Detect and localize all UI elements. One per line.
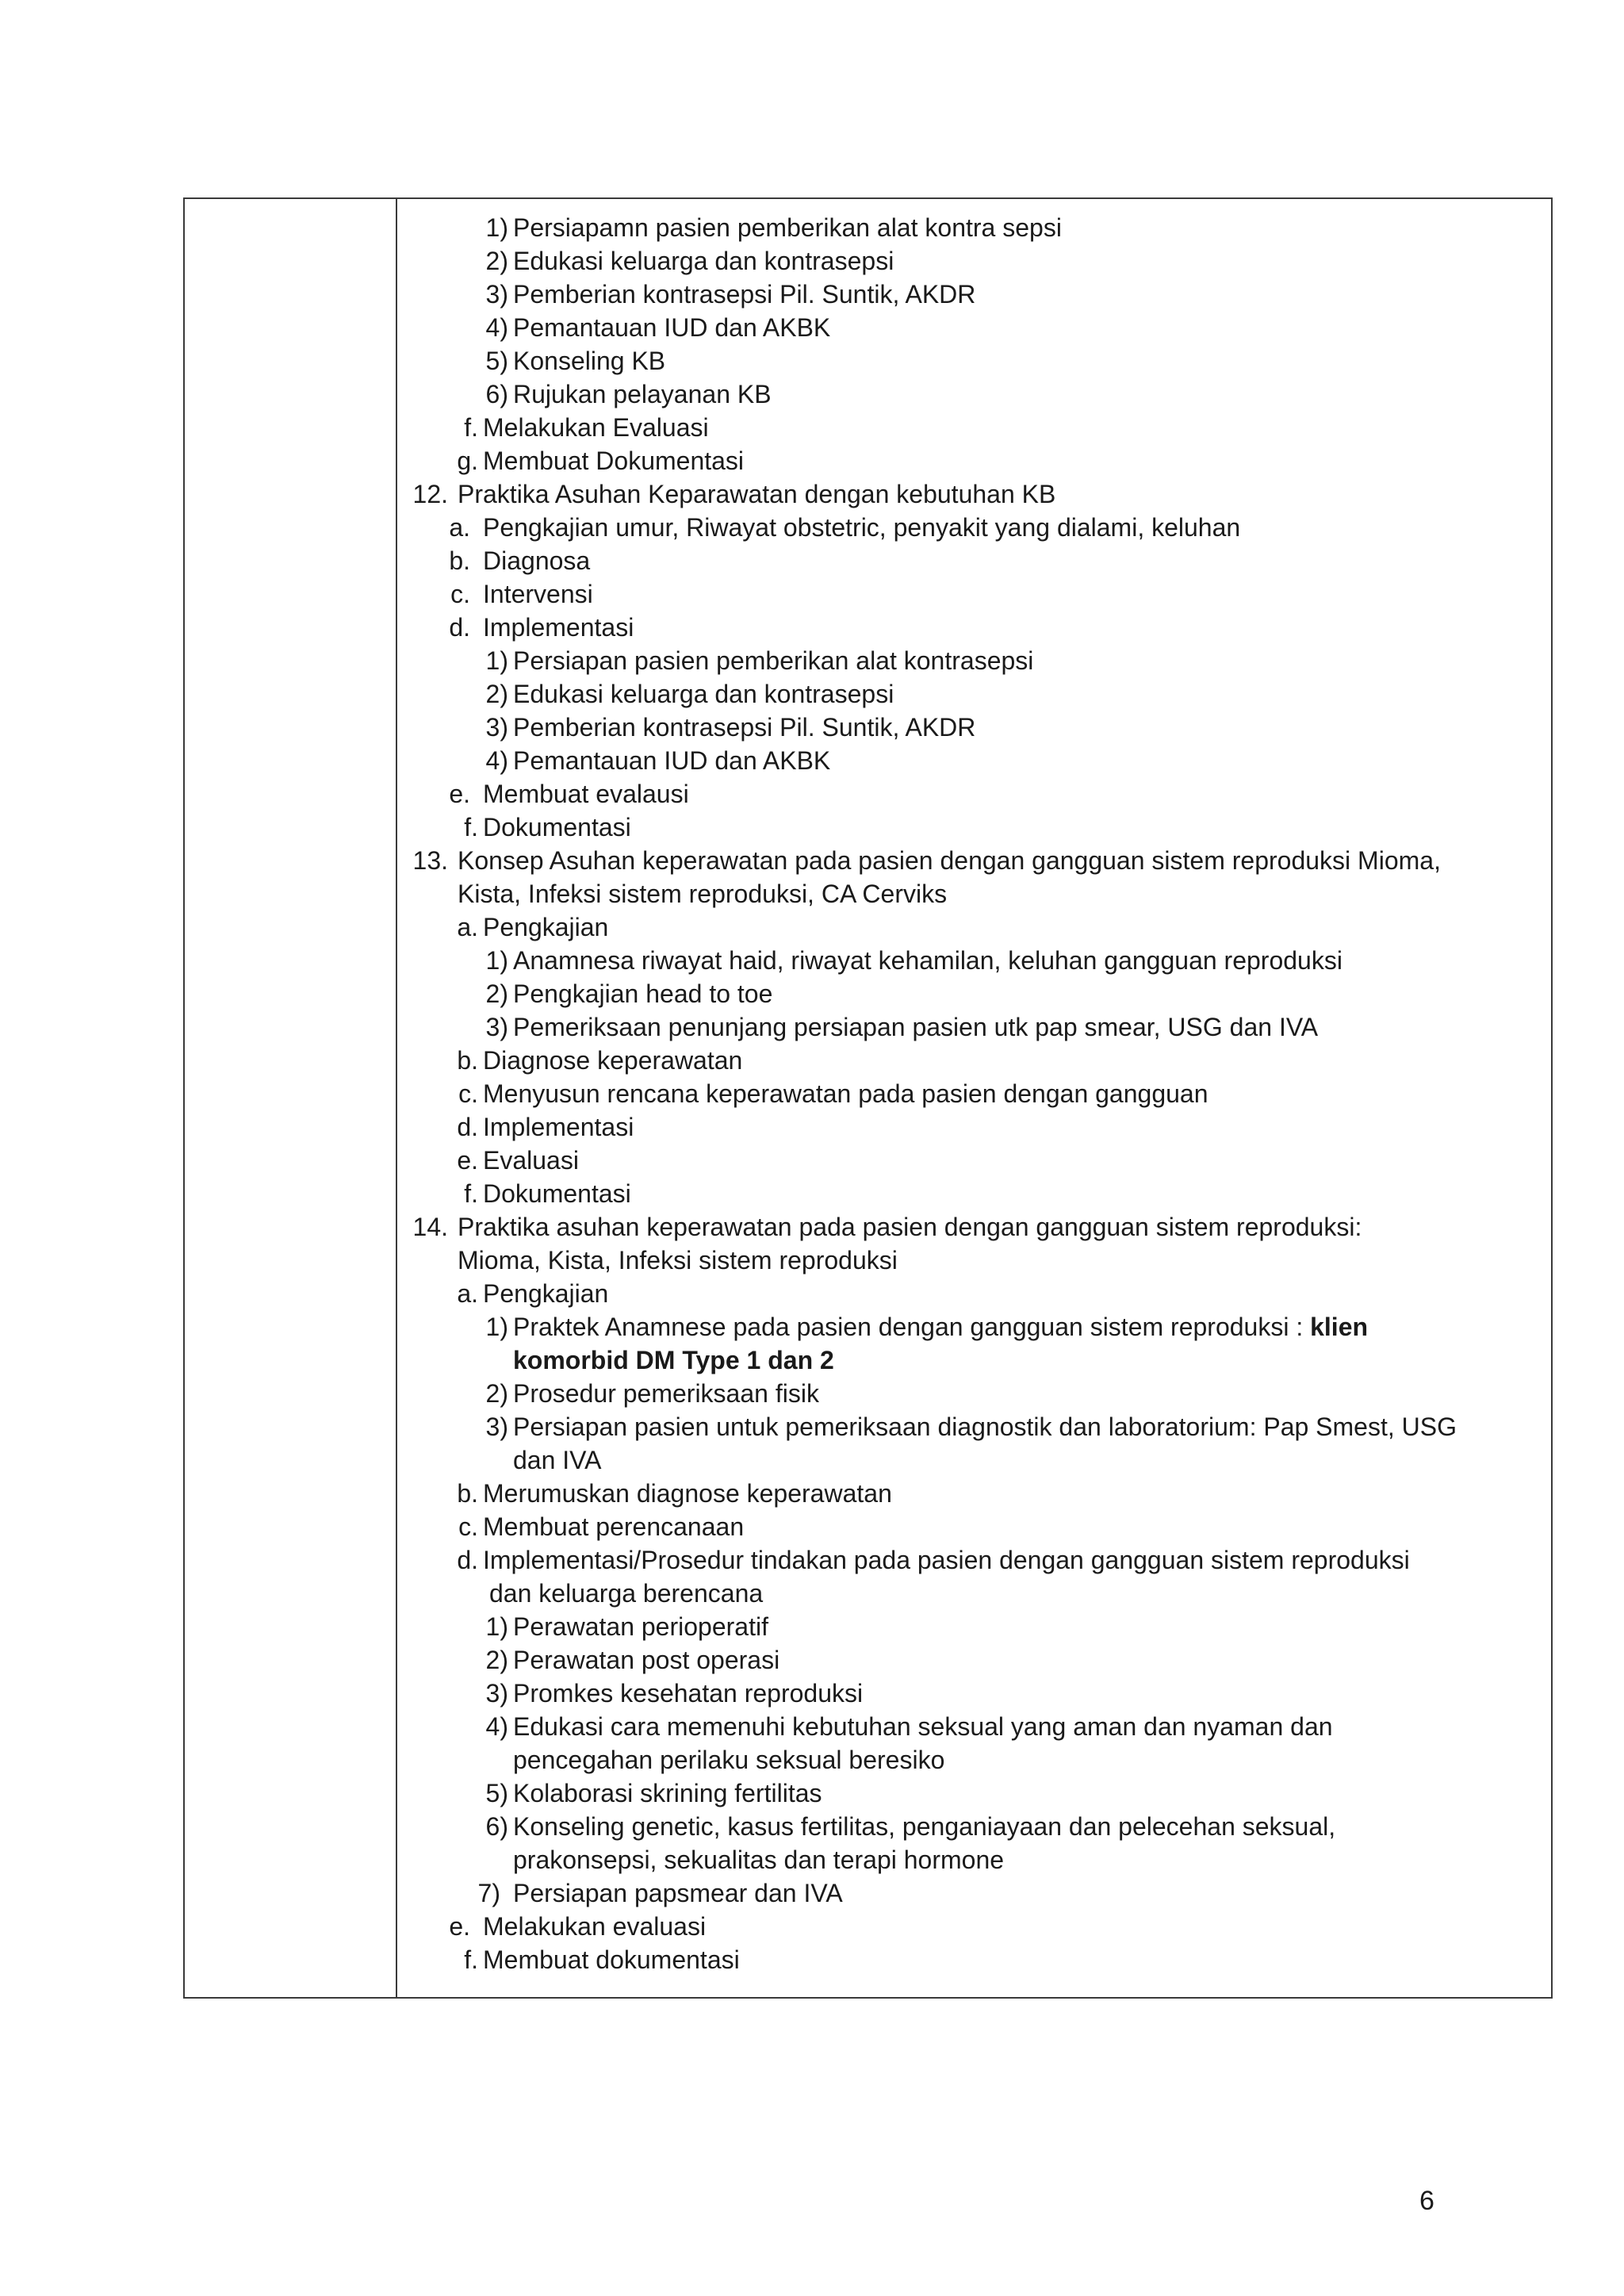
list-item-label: Dokumentasi — [483, 813, 631, 841]
list-item-text — [483, 1144, 579, 1176]
list-item-bold-text: komorbid DM Type 1 dan 2 — [513, 1346, 834, 1374]
list-item-text — [513, 378, 772, 410]
list-item-label: Kista, Infeksi sistem reproduksi, CA Cerviks — [458, 880, 948, 908]
list-item-text — [483, 412, 709, 443]
list-item-marker: b. — [449, 546, 470, 575]
list-item-marker: 3) — [485, 280, 508, 309]
list-item-label: Pemantauan IUD dan AKBK — [513, 313, 831, 342]
list-item-text — [483, 778, 689, 810]
list-item-marker: 1) — [485, 946, 508, 975]
list-item-text — [483, 611, 634, 643]
list-item-text — [513, 645, 1033, 677]
list-item-label: Implementasi/Prosedur tindakan pada pasien dengan gangguan sistem reproduksi — [483, 1546, 1410, 1574]
list-item-label: Membuat perencanaan — [483, 1512, 745, 1541]
list-item-label: Membuat dokumentasi — [483, 1945, 740, 1974]
list-item-label: Merumuskan diagnose keperawatan — [483, 1479, 892, 1508]
list-item-marker: 6) — [485, 380, 508, 408]
list-item-text — [513, 245, 894, 277]
list-item-marker: 1) — [485, 213, 508, 242]
list-item-marker: f. — [464, 413, 478, 442]
list-item-text — [513, 212, 1062, 243]
list-item-text — [483, 578, 593, 610]
list-item-label: Edukasi keluarga dan kontrasepsi — [513, 247, 894, 275]
list-item-text — [483, 1078, 1208, 1110]
list-item-label: Pemberian kontrasepsi Pil. Suntik, AKDR — [513, 280, 976, 309]
list-item-text — [458, 878, 947, 910]
list-item-label: Pengkajian — [483, 913, 609, 941]
list-item-text — [513, 1677, 863, 1709]
list-item-text — [513, 945, 1342, 976]
list-item-label: Konsep Asuhan keperawatan pada pasien dengan gangguan sistem reproduksi Mioma, — [458, 846, 1441, 875]
list-item-marker: 7) — [477, 1879, 500, 1907]
list-item-text — [513, 1711, 1333, 1742]
list-item-marker: d. — [457, 1113, 478, 1141]
list-item-marker: 4) — [485, 313, 508, 342]
list-item-text — [513, 1811, 1335, 1842]
list-item-marker: g. — [457, 447, 478, 475]
list-item-text — [483, 911, 608, 943]
list-item-text — [483, 545, 590, 577]
list-item-label: Konseling KB — [513, 347, 666, 375]
list-item-text — [483, 1278, 608, 1309]
list-item-text — [483, 512, 1240, 543]
list-item-marker: b. — [457, 1479, 478, 1508]
page-number: 6 — [1419, 2186, 1434, 2216]
list-item-label: Konseling genetic, kasus fertilitas, penganiayaan dan pelecehan seksual, — [513, 1812, 1336, 1841]
list-item-text — [513, 1744, 944, 1776]
list-item-label: Persiapan pasien untuk pemeriksaan diagnostik dan laboratorium: Pap Smest, USG — [513, 1412, 1457, 1441]
list-item-text — [483, 1911, 706, 1942]
list-item-label: Rujukan pelayanan KB — [513, 380, 772, 408]
list-item-label: Pemeriksaan penunjang persiapan pasien utk pap smear, USG dan IVA — [513, 1013, 1319, 1041]
list-item-text — [513, 678, 894, 710]
list-item-label: Praktek Anamnese pada pasien dengan gangguan sistem reproduksi : — [513, 1313, 1311, 1341]
list-item-marker: 2) — [485, 1646, 508, 1674]
list-item-text — [513, 1311, 1368, 1343]
list-item-text — [483, 1111, 634, 1143]
list-item-marker: 1) — [485, 646, 508, 675]
list-item-label: Promkes kesehatan reproduksi — [513, 1679, 864, 1708]
list-item-text — [513, 711, 975, 743]
list-item-label: pencegahan perilaku seksual beresiko — [513, 1746, 945, 1774]
list-item-label: Pengkajian head to toe — [513, 979, 773, 1008]
list-item-marker: f. — [464, 1179, 478, 1208]
list-item-marker: e. — [449, 780, 470, 808]
list-item-label: dan IVA — [513, 1446, 602, 1474]
list-item-text — [513, 1611, 768, 1642]
list-item-label: Intervensi — [483, 580, 593, 608]
list-item-label: Menyusun rencana keperawatan pada pasien dengan gangguan — [483, 1079, 1208, 1108]
list-item-text — [458, 845, 1441, 876]
list-item-marker: a. — [457, 1279, 478, 1308]
list-item-marker: 4) — [485, 1712, 508, 1741]
list-item-marker: f. — [464, 1945, 478, 1974]
table-content-cell — [185, 199, 1551, 1997]
list-item-label: Edukasi cara memenuhi kebutuhan seksual yang aman dan nyaman dan — [513, 1712, 1333, 1741]
list-item-bold-text: klien — [1310, 1313, 1369, 1341]
list-item-marker: c. — [458, 1079, 478, 1108]
list-item-label: Melakukan Evaluasi — [483, 413, 709, 442]
list-item-label: Pemberian kontrasepsi Pil. Suntik, AKDR — [513, 713, 976, 742]
list-item-label: Mioma, Kista, Infeksi sistem reproduksi — [458, 1246, 898, 1274]
list-item-label: Persiapan papsmear dan IVA — [513, 1879, 843, 1907]
list-item-label: Praktika Asuhan Keparawatan dengan kebutuhan KB — [458, 480, 1056, 508]
list-item-marker: 2) — [485, 680, 508, 708]
list-item-label: Implementasi — [483, 613, 634, 642]
list-item-marker: e. — [457, 1146, 478, 1175]
list-item-marker: 1) — [485, 1313, 508, 1341]
list-item-marker: 6) — [485, 1812, 508, 1841]
list-item-label: Edukasi keluarga dan kontrasepsi — [513, 680, 894, 708]
list-item-label: Perawatan post operasi — [513, 1646, 780, 1674]
list-item-label: Prosedur pemeriksaan fisik — [513, 1379, 819, 1408]
list-item-text — [483, 1178, 631, 1209]
list-item-text — [513, 312, 830, 343]
list-item-text — [483, 1944, 740, 1976]
list-item-label: Evaluasi — [483, 1146, 579, 1175]
list-item-label: Membuat Dokumentasi — [483, 447, 745, 475]
list-item-marker: 3) — [485, 1013, 508, 1041]
list-item-text — [513, 345, 665, 377]
list-item-label: Praktika asuhan keperawatan pada pasien dengan gangguan sistem reproduksi: — [458, 1213, 1362, 1241]
list-item-marker: 1) — [485, 1612, 508, 1641]
list-item-label: Dokumentasi — [483, 1179, 631, 1208]
list-item-label: Membuat evalausi — [483, 780, 689, 808]
list-item-marker: 4) — [485, 746, 508, 775]
list-item-text — [513, 1877, 843, 1909]
list-item-text — [483, 1478, 892, 1509]
list-item-text — [489, 1577, 763, 1609]
list-item-marker: c. — [458, 1512, 478, 1541]
list-item-marker: 2) — [485, 247, 508, 275]
list-item-marker: 5) — [485, 347, 508, 375]
list-item-text — [458, 478, 1055, 510]
list-item-label: Diagnose keperawatan — [483, 1046, 743, 1075]
list-item-text — [483, 1511, 744, 1543]
list-item-text — [513, 1444, 601, 1476]
list-item-label: dan keluarga berencana — [489, 1579, 764, 1608]
list-item-label: Melakukan evaluasi — [483, 1912, 707, 1941]
list-item-text — [483, 811, 631, 843]
list-item-text — [483, 1045, 742, 1076]
list-item-marker: a. — [457, 913, 478, 941]
list-item-label: Persiapan pasien pemberikan alat kontrasepsi — [513, 646, 1034, 675]
list-item-marker: a. — [449, 513, 470, 542]
list-item-marker: d. — [457, 1546, 478, 1574]
list-item-label: Perawatan perioperatif — [513, 1612, 768, 1641]
list-item-marker: 14. — [412, 1213, 448, 1241]
list-item-text — [513, 1011, 1318, 1043]
list-item-marker: c. — [450, 580, 470, 608]
list-item-text — [458, 1211, 1362, 1243]
list-item-label: Implementasi — [483, 1113, 634, 1141]
list-item-label: Pengkajian — [483, 1279, 609, 1308]
list-item-marker: 2) — [485, 979, 508, 1008]
list-item-marker: f. — [464, 813, 478, 841]
list-item-label: prakonsepsi, sekualitas dan terapi hormone — [513, 1846, 1005, 1874]
list-item-text — [513, 1644, 779, 1676]
list-item-text — [513, 1411, 1457, 1443]
list-item-label: Persiapamn pasien pemberikan alat kontra sepsi — [513, 213, 1062, 242]
list-item-text — [513, 1844, 1004, 1876]
list-item-label: Diagnosa — [483, 546, 591, 575]
list-item-text — [513, 278, 975, 310]
list-item-marker: 3) — [485, 1412, 508, 1441]
list-item-marker: 3) — [485, 713, 508, 742]
content-table — [183, 197, 1553, 1999]
list-item-marker: 13. — [412, 846, 448, 875]
list-item-label: Anamnesa riwayat haid, riwayat kehamilan, keluhan gangguan reproduksi — [513, 946, 1342, 975]
list-item-text — [513, 978, 772, 1010]
list-item-text — [513, 1378, 819, 1409]
list-item-marker: b. — [457, 1046, 478, 1075]
list-item-label: Pengkajian umur, Riwayat obstetric, penyakit yang dialami, keluhan — [483, 513, 1241, 542]
list-item-text — [513, 1344, 834, 1376]
list-item-text — [458, 1244, 898, 1276]
list-item-marker: 3) — [485, 1679, 508, 1708]
list-item-text — [513, 745, 830, 776]
list-item-marker: d. — [449, 613, 470, 642]
list-item-marker: e. — [449, 1912, 470, 1941]
list-item-marker: 5) — [485, 1779, 508, 1807]
list-item-marker: 12. — [412, 480, 448, 508]
list-item-marker: 2) — [485, 1379, 508, 1408]
list-item-text — [483, 1544, 1410, 1576]
list-item-text — [513, 1777, 822, 1809]
list-item-label: Kolaborasi skrining fertilitas — [513, 1779, 822, 1807]
list-item-text — [483, 445, 744, 477]
list-item-label: Pemantauan IUD dan AKBK — [513, 746, 831, 775]
